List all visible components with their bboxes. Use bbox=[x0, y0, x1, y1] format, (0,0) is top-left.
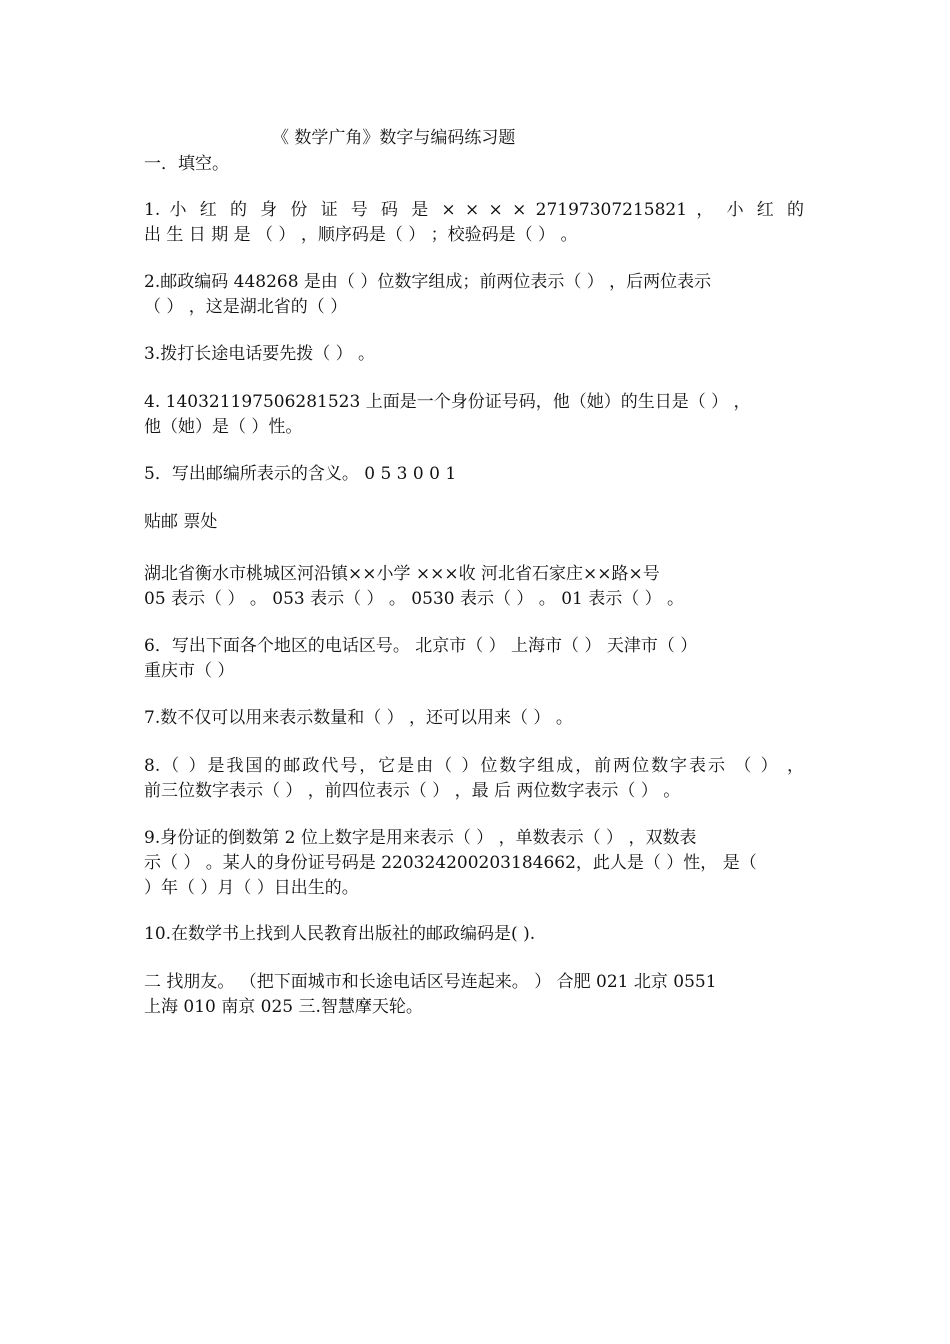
page-title: 《 数学广角》数字与编码练习题 bbox=[272, 128, 516, 148]
section-two-line-1: 二 找朋友。 （把下面城市和长途电话区号连起来。 ） 合肥 021 北京 0551 bbox=[144, 972, 717, 992]
question-5: 5．写出邮编所表示的含义。 0 5 3 0 0 1 bbox=[144, 464, 457, 484]
question-6-line-2: 重庆市（ ） bbox=[144, 661, 235, 681]
envelope-address: 湖北省衡水市桃城区河沿镇××小学 ×××收 河北省石家庄××路×号 bbox=[144, 564, 660, 584]
question-9-line-3: ）年（ ）月（ ）日出生的。 bbox=[144, 878, 359, 898]
section-two-line-2: 上海 010 南京 025 三.智慧摩天轮。 bbox=[144, 997, 423, 1017]
postcode-meaning-line: 05 表示（ ） 。 053 表示（ ） 。 0530 表示（ ） 。 01 表示（ ） 。 bbox=[144, 589, 685, 609]
question-2-line-2: （ ） ，这是湖北省的（ ） bbox=[144, 297, 348, 317]
question-6-line-1: 6．写出下面各个地区的电话区号。 北京市（ ） 上海市（ ） 天津市（ ） bbox=[144, 636, 698, 656]
question-8-line-2: 前三位数字表示（ ） ，前四位表示（ ） ，最 后 两位数字表示（ ） 。 bbox=[144, 781, 681, 801]
section-heading-fill-blanks: 一．填空。 bbox=[144, 154, 229, 174]
stamp-area-label: 贴邮 票处 bbox=[144, 512, 218, 532]
question-7: 7.数不仅可以用来表示数量和（ ） ，还可以用来（ ） 。 bbox=[144, 708, 573, 728]
question-3: 3.拨打长途电话要先拨（ ） 。 bbox=[144, 344, 376, 364]
question-10: 10.在数学书上找到人民教育出版社的邮政编码是( ). bbox=[144, 924, 536, 944]
question-9-line-2: 示（ ） 。某人的身份证号码是 220324200203184662，此人是（ ）性， 是（ bbox=[144, 853, 757, 873]
question-9-line-1: 9.身份证的倒数第 2 位上数字是用来表示（ ） ，单数表示（ ） ，双数表 bbox=[144, 828, 697, 848]
question-2-line-1: 2.邮政编码 448268 是由（ ）位数字组成；前两位表示（ ） ，后两位表示 bbox=[144, 272, 712, 292]
question-8-line-1: 8.（ ）是我国的邮政代号，它是由（ ）位数字组成，前两位数字表示 （ ） ， bbox=[144, 756, 804, 776]
question-4-line-2: 他（她）是（ ）性。 bbox=[144, 417, 303, 437]
question-1-line-1: 1. 小 红 的 身 份 证 号 码 是 × × × × 27197307215821 ， 小 红 的 bbox=[144, 200, 804, 220]
question-4-line-1: 4. 140321197506281523 上面是一个身份证号码，他（她）的生日是（ ） ， bbox=[144, 392, 751, 412]
question-1-line-2: 出 生 日 期 是 （ ） ，顺序码是（ ） ；校验码是（ ） 。 bbox=[144, 225, 578, 245]
